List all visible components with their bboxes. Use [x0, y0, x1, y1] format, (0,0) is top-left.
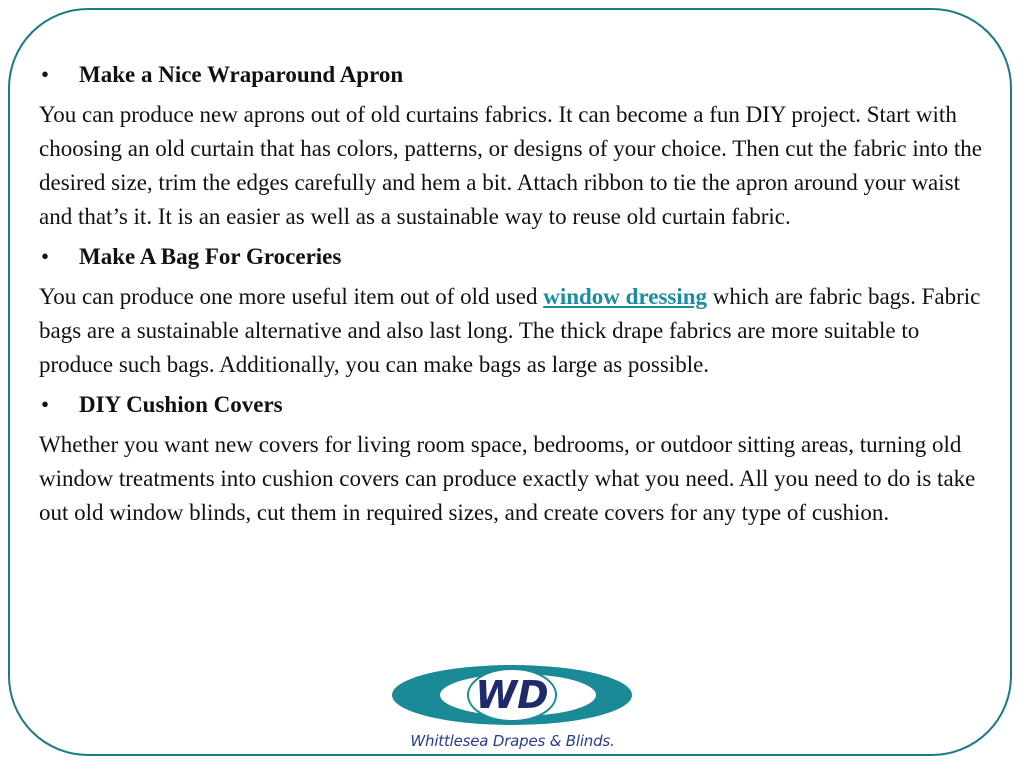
logo-emblem-icon — [390, 662, 635, 732]
bullet-marker: • — [41, 62, 50, 87]
section-body-cushion: Whether you want new covers for living room space, bedrooms, or outdoor sitting areas, turning old window treatments into cushion covers can produce exactly what you need. All you need to do is take out old window blinds, cut them in required sizes, and create covers for any type of cushion. — [39, 432, 976, 525]
section-title: Make A Bag For Groceries — [79, 244, 342, 269]
window-dressing-link[interactable]: window dressing — [543, 284, 708, 309]
section-body-bag — [39, 280, 994, 382]
section-heading-cushion — [39, 388, 994, 422]
section-heading-bag — [39, 240, 994, 274]
slide-content — [39, 58, 994, 536]
section-title: DIY Cushion Covers — [79, 392, 283, 417]
section-heading-apron — [39, 58, 994, 92]
body-text: which are fabric bags. Fabric bags are a sustainable alternative and also last long. The thick drape fabrics are more suitable to produce such bags. Additionally, you can make bags as large as possible. — [39, 284, 981, 377]
bullet-marker: • — [41, 392, 50, 417]
bullet-marker: • — [41, 244, 50, 269]
body-text: You can produce one more useful item out of old used — [39, 284, 544, 309]
logo-monogram: WD — [475, 673, 549, 717]
section-title: Make a Nice Wraparound Apron — [79, 62, 404, 87]
section-body-apron: You can produce new aprons out of old curtains fabrics. It can become a fun DIY project. Start with choosing an old curtain that has colors, patterns, or designs of your choice. Then cut the fabric into the desired size, trim the edges carefully and hem a bit. Attach ribbon to tie the apron around your waist and that’s it. It is an easier as well as a sustainable way to reuse old curtain fabric. — [39, 102, 982, 229]
company-name: Whittlesea Drapes & Blinds. — [410, 732, 615, 750]
company-logo — [390, 662, 635, 757]
